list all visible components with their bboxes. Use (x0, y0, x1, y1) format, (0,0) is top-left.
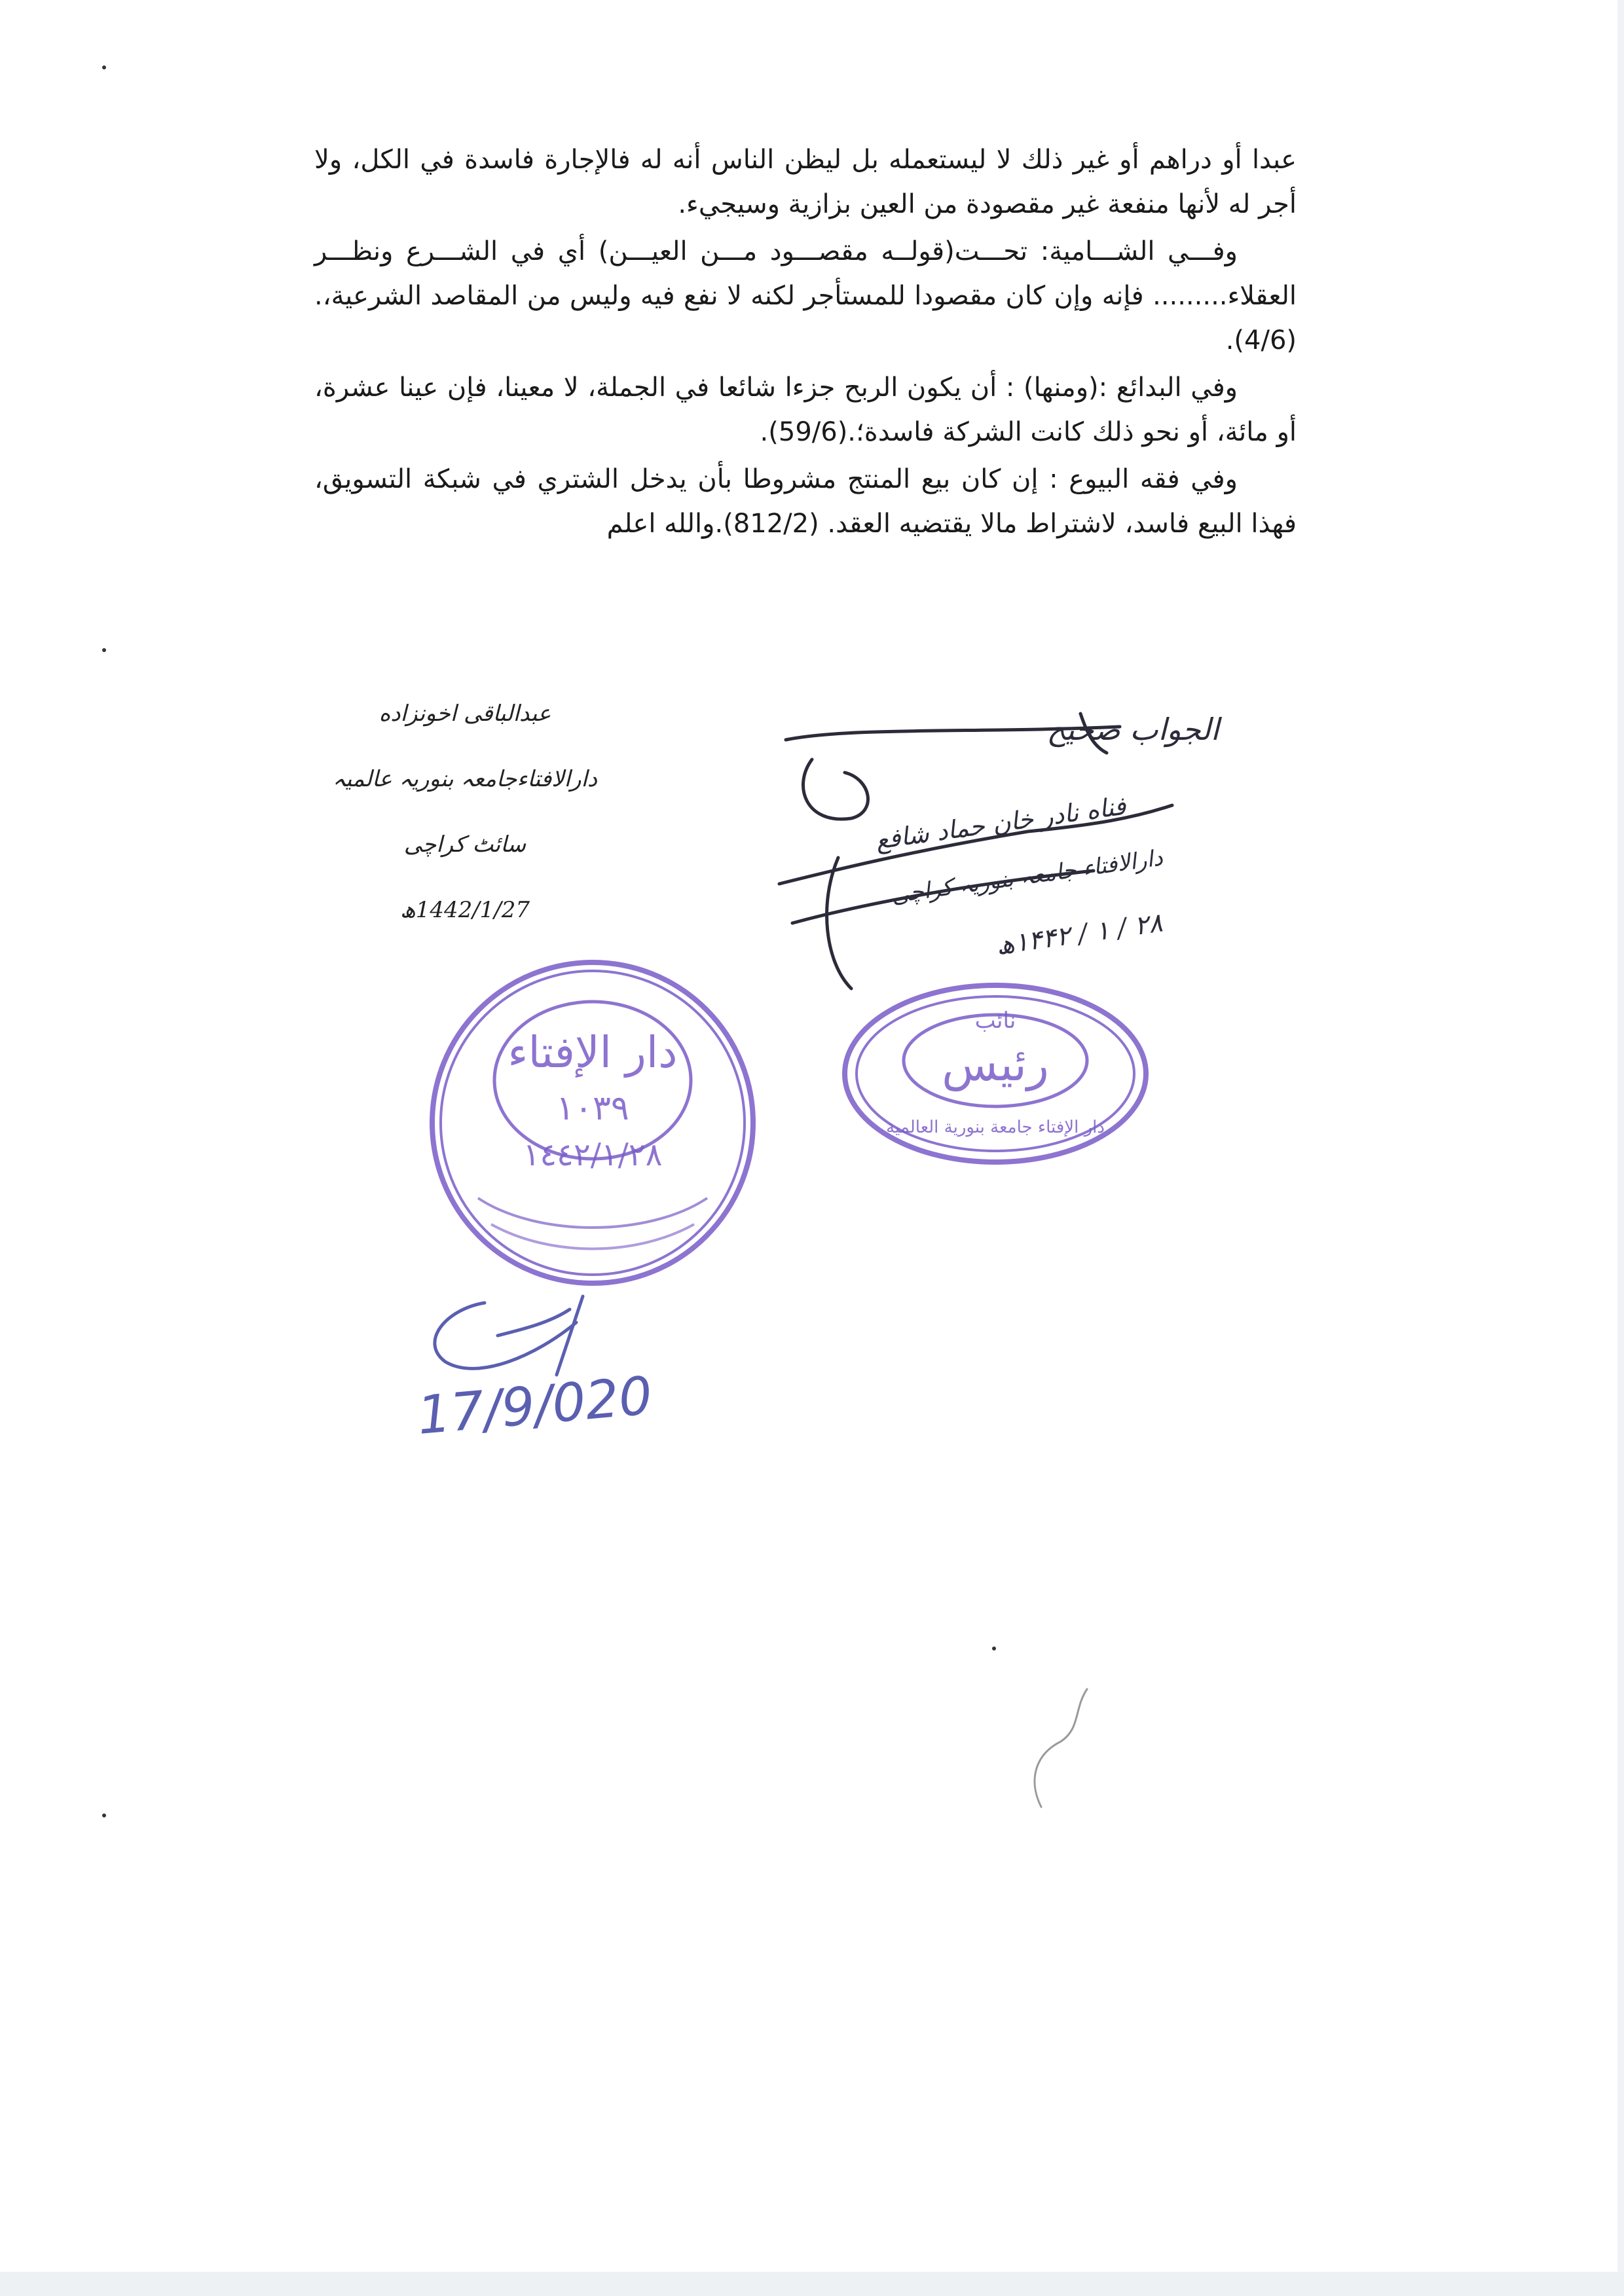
author-city: سائٹ کراچی (403, 831, 526, 858)
round-stamp (419, 949, 766, 1296)
scan-dot (102, 1813, 106, 1817)
paragraph-3-badaie (314, 365, 1297, 454)
scan-dot (102, 65, 106, 69)
round-stamp-title: دار الإفتاء (507, 1027, 678, 1078)
scan-edge-bottom (0, 2272, 1624, 2296)
text-line: وفـــي الشـــامية: تحـــت(قولــه مقصـــود مـــن العيـــن) أي في الشـــرع ونظـــر (314, 236, 1238, 266)
oval-stamp-ring: دار الإفتاء جامعة بنورية العالمية (886, 1118, 1105, 1137)
oval-stamp-top: نائب (974, 1008, 1016, 1034)
round-stamp-date: ١٤٤٢/١/٢٨ (523, 1137, 663, 1173)
text-line: وفي البدائع :(ومنها) : أن يكون الربح جزءا شائعا في الجملة، لا معينا، فإن (447, 373, 1238, 403)
pen-mark (1008, 1683, 1100, 1813)
text-line: الكل، ولا أجر له لأنها منفعة غير مقصودة من العين بزازية وسيجيء. (314, 145, 1297, 219)
approval-handwriting (753, 687, 1219, 1002)
text-line: العقلاء......... فإنه وإن كان مقصودا للمستأجر لكنه لا نفع فيه وليس من المقاصد (430, 281, 1297, 311)
approval-signer: فناه نادر خان حماد شافع (874, 791, 1128, 855)
text-line: التسويق، فهذا البيع فاسد، لاشتراط مالا يقتضيه العقد. (812/2).والله اعلم (314, 464, 1297, 539)
handwritten-date: 17/9/020 (415, 1364, 655, 1446)
oval-stamp (838, 975, 1153, 1172)
author-signature-block (327, 681, 602, 943)
scan-dot (992, 1647, 996, 1650)
text-line: وفي فقه البيوع : إن كان بيع المنتج مشروطا بأن يدخل الشتري في شبكة (422, 464, 1238, 494)
approval-heading: الجواب صحيح (1046, 712, 1219, 747)
oval-stamp-main: رئيس (942, 1038, 1049, 1091)
scan-edge-right (1617, 0, 1624, 2296)
text-line: عينا عشرة، أو مائة، أو نحو ذلك كانت الشركة فاسدة؛.(59/6). (314, 373, 1297, 447)
text-line: الشرعية،. (4/6). (314, 281, 1297, 355)
scan-dot (102, 648, 106, 652)
approval-date: ۲۸ / ۱ / ۱۴۴۲ھ (994, 907, 1165, 961)
author-institution: دارالافتاءجامعہ بنوریہ عالمیہ (332, 766, 598, 792)
text-line: عبدا أو دراهم أو غير ذلك لا ليستعمله بل ليظن الناس أنه له فالإجارة فاسدة في (420, 145, 1297, 175)
approval-institution: دارالافتاء جامعہ بنوریہ کراچی (889, 845, 1165, 909)
round-stamp-number: ١٠٣٩ (556, 1089, 629, 1128)
paragraph-2-shamiya (314, 229, 1297, 363)
author-name: عبدالباقی اخونزاده (378, 701, 551, 727)
paragraph-1 (314, 137, 1297, 227)
paragraph-4-fiqh-buyu (314, 457, 1297, 546)
blue-signature (406, 1283, 681, 1467)
author-date: 1442/1/27ھ (399, 897, 530, 923)
fatwa-body (314, 137, 1297, 549)
